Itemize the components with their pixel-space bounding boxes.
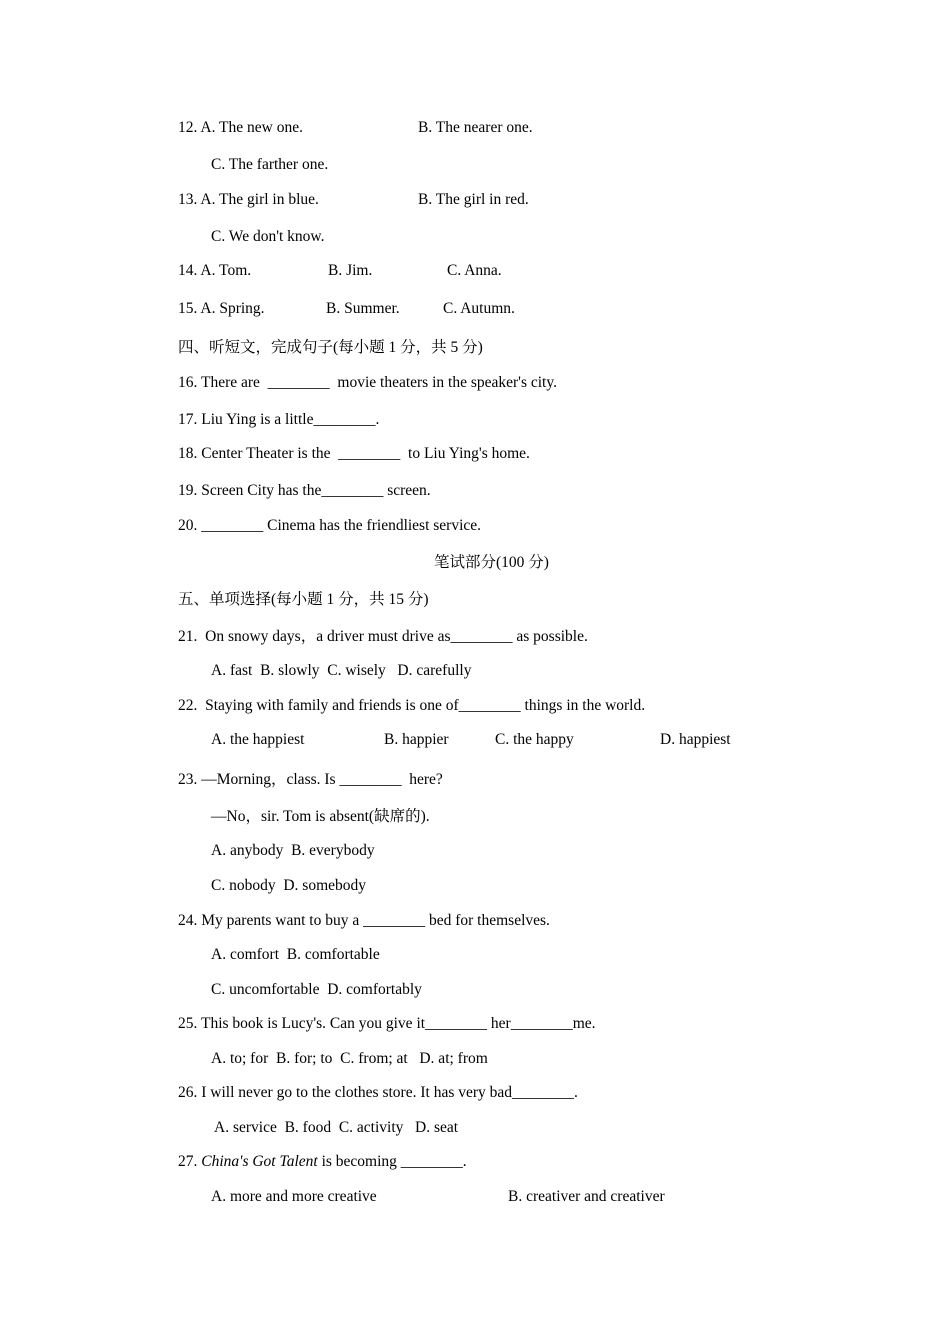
q22-option-a: A. the happiest <box>211 731 305 748</box>
q12-option-a: 12. A. The new one. <box>178 119 303 136</box>
q27-stem-rest: is becoming ________. <box>317 1153 467 1170</box>
written-part-title: 笔试部分(100 分) <box>434 554 549 571</box>
q16-line: 16. There are ________ movie theaters in the speaker's city. <box>178 374 557 391</box>
q14-option-a: 14. A. Tom. <box>178 262 252 279</box>
q17-line: 17. Liu Ying is a little________. <box>178 411 380 428</box>
q23-options-1: A. anybody B. everybody <box>211 842 375 859</box>
q14-option-b: B. Jim. <box>328 262 373 279</box>
q14-option-c: C. Anna. <box>447 262 502 279</box>
q22-option-b: B. happier <box>384 731 449 748</box>
q19-line: 19. Screen City has the________ screen. <box>178 482 431 499</box>
q22-option-c: C. the happy <box>495 731 574 748</box>
q25-options: A. to; for B. for; to C. from; at D. at; from <box>211 1050 488 1067</box>
q23-options-2: C. nobody D. somebody <box>211 877 366 894</box>
section-heading-listening: 四、听短文，完成句子(每小题 1 分，共 5 分) <box>178 339 483 356</box>
q13-option-a: 13. A. The girl in blue. <box>178 191 319 208</box>
q25-stem: 25. This book is Lucy's. Can you give it________ her________me. <box>178 1015 596 1032</box>
q22-option-d: D. happiest <box>660 731 731 748</box>
q27-option-a: A. more and more creative <box>211 1188 377 1205</box>
q15-option-c: C. Autumn. <box>443 300 515 317</box>
q23-reply: —No，sir. Tom is absent(缺席的). <box>211 808 430 825</box>
q15-option-a: 15. A. Spring. <box>178 300 265 317</box>
q27-option-b: B. creativer and creativer <box>508 1188 665 1205</box>
q24-options-1: A. comfort B. comfortable <box>211 946 380 963</box>
q27-number: 27. <box>178 1153 202 1170</box>
q21-options: A. fast B. slowly C. wisely D. carefully <box>211 662 472 679</box>
q27-show-title: China's Got Talent <box>201 1153 318 1170</box>
q18-line: 18. Center Theater is the ________ to Liu Ying's home. <box>178 445 530 462</box>
q15-option-b: B. Summer. <box>326 300 400 317</box>
q26-stem: 26. I will never go to the clothes store. It has very bad________. <box>178 1084 578 1101</box>
q23-stem: 23. —Morning，class. Is ________ here? <box>178 771 443 788</box>
q24-options-2: C. uncomfortable D. comfortably <box>211 981 422 998</box>
q22-stem: 22. Staying with family and friends is one of________ things in the world. <box>178 697 646 714</box>
q12-option-c: C. The farther one. <box>211 156 329 173</box>
q20-line: 20. ________ Cinema has the friendliest service. <box>178 517 482 534</box>
q12-option-b: B. The nearer one. <box>418 119 533 136</box>
q21-stem: 21. On snowy days，a driver must drive as________ as possible. <box>178 628 588 645</box>
q13-option-b: B. The girl in red. <box>418 191 529 208</box>
q24-stem: 24. My parents want to buy a ________ bed for themselves. <box>178 912 550 929</box>
q13-option-c: C. We don't know. <box>211 228 325 245</box>
section-heading-single-choice: 五、单项选择(每小题 1 分，共 15 分) <box>178 591 429 608</box>
q26-options: A. service B. food C. activity D. seat <box>214 1119 459 1136</box>
q27-stem <box>178 1153 467 1171</box>
